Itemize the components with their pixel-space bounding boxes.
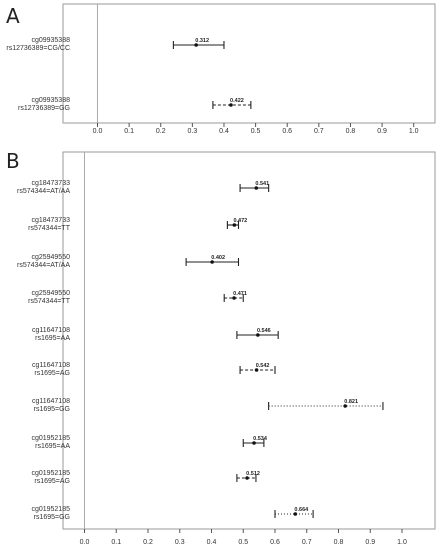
panel-b-x-tick-label: 0.5 — [238, 539, 249, 546]
panel-b-estimate-label: 0.541 — [255, 181, 270, 187]
panel-b-row-label-probe: cg01952185 — [31, 506, 70, 513]
panel-a-x-tick-label: 0.2 — [155, 128, 166, 135]
panel-b-x-tick-label: 0.7 — [301, 539, 312, 546]
panel-a-row-label-genotype: rs12736389=GG — [18, 105, 70, 112]
panel-b-row-label-probe: cg25949550 — [31, 254, 70, 261]
panel-a-x-tick-label: 0.3 — [187, 128, 198, 135]
panel-b-estimate-label: 0.472 — [233, 218, 248, 224]
panel-a-row-label-probe: cg09935388 — [31, 97, 70, 104]
panel-b-row-label-probe: cg11647108 — [31, 327, 70, 334]
panel-a-label: A — [6, 4, 20, 28]
panel-b-x-tick-label: 0.8 — [333, 539, 344, 546]
panel-b-x-tick-label: 0.2 — [143, 539, 153, 546]
panel-b-x-tick-label: 0.1 — [111, 539, 122, 546]
panel-a-x-tick-label: 0.1 — [124, 128, 134, 135]
panel-a-x-tick-label: 0.9 — [377, 128, 387, 135]
panel-a-x-tick-label: 0.7 — [313, 128, 324, 135]
panel-b-x-tick-label: 0.6 — [270, 539, 280, 546]
panel-b-row-label-probe: cg11647108 — [31, 398, 70, 405]
panel-a-row-label-genotype: rs12736389=CG/CC — [6, 45, 70, 52]
panel-a-row-label-probe: cg09935388 — [31, 37, 70, 44]
panel-b-row-label-genotype: rs1695=GG — [33, 406, 70, 413]
panel-b-row-label-genotype: rs574344=TT — [28, 225, 70, 232]
panel-a-x-tick-label: 0.8 — [345, 128, 356, 135]
panel-b-x-tick-label: 0.3 — [174, 539, 185, 546]
panel-a-plot — [6, 4, 435, 135]
panel-b-row-label-probe: cg01952185 — [31, 435, 70, 442]
panel-b-row-label-probe: cg18473733 — [31, 180, 70, 187]
panel-b-row-label-probe: cg01952185 — [31, 470, 70, 477]
panel-b-row-label-genotype: rs574344=TT — [28, 298, 70, 305]
panel-b-row-label-genotype: rs574344=AT/AA — [17, 262, 70, 269]
panel-b-estimate-label: 0.512 — [246, 471, 260, 477]
panel-a-x-tick-label: 0.0 — [92, 128, 103, 135]
panel-b-row-label-genotype: rs1695=GG — [33, 514, 70, 521]
panel-a-estimate-label: 0.312 — [195, 38, 210, 44]
panel-b-x-tick-label: 1.0 — [397, 539, 407, 546]
panel-b-estimate-label: 0.534 — [253, 436, 267, 442]
panel-b-row-label-genotype: rs574344=AT/AA — [17, 188, 70, 195]
panel-a-x-tick-label: 0.4 — [219, 128, 229, 135]
panel-a-x-tick-label: 0.5 — [250, 128, 261, 135]
panel-b-x-tick-label: 0.0 — [79, 539, 90, 546]
panel-b-row-label-genotype: rs1695=AG — [34, 370, 70, 377]
panel-b-estimate-label: 0.542 — [255, 363, 270, 369]
panel-b-row-label-genotype: rs1695=AG — [34, 478, 70, 485]
panel-b-row-label-genotype: rs1695=AA — [35, 335, 70, 342]
panel-b-x-tick-label: 0.4 — [206, 539, 217, 546]
panel-b-label: B — [6, 149, 20, 173]
panel-b-estimate-label: 0.546 — [256, 328, 271, 334]
panel-b-plot — [17, 152, 435, 546]
panel-a-x-tick-label: 0.6 — [282, 128, 293, 135]
panel-b-estimate-label: 0.471 — [233, 291, 247, 297]
panel-b-estimate-label: 0.821 — [344, 399, 359, 405]
panel-b-estimate-label: 0.402 — [211, 255, 226, 261]
panel-a-estimate-label: 0.422 — [230, 98, 244, 104]
panel-b-row-label-probe: cg18473733 — [31, 217, 70, 224]
panel-a-x-tick-label: 1.0 — [408, 128, 419, 135]
panel-b-x-tick-label: 0.9 — [365, 539, 376, 546]
panel-b-row-label-probe: cg25949550 — [31, 290, 70, 297]
panel-b-row-label-genotype: rs1695=AA — [35, 443, 70, 450]
panel-b-estimate-label: 0.664 — [294, 507, 309, 513]
panel-b-row-label-probe: cg11647108 — [31, 362, 70, 369]
